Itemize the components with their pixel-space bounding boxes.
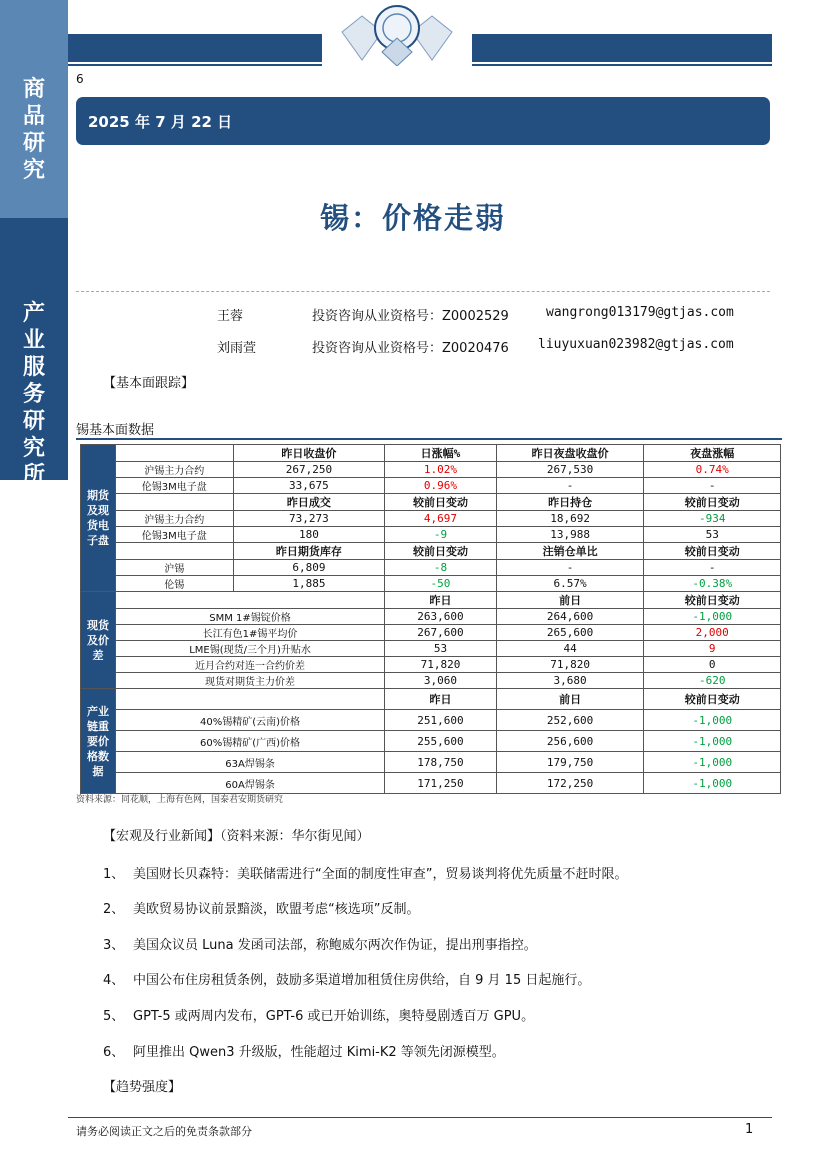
table-cell: -1,000 bbox=[644, 609, 781, 625]
table-cell: - bbox=[496, 560, 644, 576]
analyst-email[interactable]: liuyuxuan023982@gtjas.com bbox=[538, 337, 734, 352]
table-row bbox=[81, 689, 781, 710]
column-header: 日涨幅% bbox=[385, 445, 497, 462]
analyst-email[interactable]: wangrong013179@gtjas.com bbox=[546, 305, 734, 320]
row-label: 伦锡3M电子盘 bbox=[115, 527, 233, 543]
table-cell: 33,675 bbox=[233, 478, 385, 494]
table-cell: 251,600 bbox=[385, 710, 497, 731]
column-header: 较前日变动 bbox=[644, 543, 781, 560]
news-item: 5、 GPT-5 或两周内发布，GPT-6 或已开始训练，奥特曼剧透百万 GPU。 bbox=[103, 1009, 535, 1024]
table-cell: 6,809 bbox=[233, 560, 385, 576]
column-header: 昨日持仓 bbox=[496, 494, 644, 511]
table-cell: 2,000 bbox=[644, 625, 781, 641]
fundamentals-table bbox=[80, 444, 781, 794]
group-label-spot: 现货 及价 差 bbox=[81, 592, 116, 689]
table-cell: 267,600 bbox=[385, 625, 497, 641]
column-header: 较前日变动 bbox=[644, 689, 781, 710]
analyst-name: 刘雨萱 bbox=[217, 341, 257, 356]
table-row bbox=[81, 527, 781, 543]
table-cell: -0.38% bbox=[644, 576, 781, 592]
table-cell: 0.74% bbox=[644, 462, 781, 478]
table-cell: -1,000 bbox=[644, 710, 781, 731]
row-label: SMM 1#锡锭价格 bbox=[115, 609, 384, 625]
table-row bbox=[81, 625, 781, 641]
column-header: 前日 bbox=[496, 592, 644, 609]
row-label: 60A焊锡条 bbox=[115, 773, 384, 794]
table-row bbox=[81, 560, 781, 576]
table-top-rule bbox=[76, 438, 782, 440]
table-cell: 18,692 bbox=[496, 511, 644, 527]
report-date: 2025 年 7 月 22 日 bbox=[88, 113, 233, 131]
row-label: LME锡(现货/三个月)升贴水 bbox=[115, 641, 384, 657]
column-header: 前日 bbox=[496, 689, 644, 710]
table-cell: 73,273 bbox=[233, 511, 385, 527]
footer-rule bbox=[68, 1117, 772, 1118]
table-cell: - bbox=[644, 478, 781, 494]
table-row bbox=[81, 609, 781, 625]
table-cell: -1,000 bbox=[644, 752, 781, 773]
table-row bbox=[81, 494, 781, 511]
analyst-name: 王蓉 bbox=[217, 309, 244, 324]
table-cell: 53 bbox=[385, 641, 497, 657]
table-cell: 3,680 bbox=[496, 673, 644, 689]
table-cell: 0.96% bbox=[385, 478, 497, 494]
table-row bbox=[81, 752, 781, 773]
table-cell: 6.57% bbox=[496, 576, 644, 592]
table-row bbox=[81, 731, 781, 752]
table-cell: -8 bbox=[385, 560, 497, 576]
section-heading-trend: 【趋势强度】 bbox=[103, 1080, 182, 1095]
table-cell: 267,530 bbox=[496, 462, 644, 478]
table-cell: 4,697 bbox=[385, 511, 497, 527]
table-cell: - bbox=[644, 560, 781, 576]
table-cell: 255,600 bbox=[385, 731, 497, 752]
column-header: 昨日 bbox=[385, 689, 497, 710]
table-cell: 172,250 bbox=[496, 773, 644, 794]
row-label: 沪锡主力合约 bbox=[115, 462, 233, 478]
table-cell: 263,600 bbox=[385, 609, 497, 625]
table-cell: 179,750 bbox=[496, 752, 644, 773]
column-header: 较前日变动 bbox=[644, 592, 781, 609]
sidebar bbox=[0, 0, 68, 1169]
table-cell: 264,600 bbox=[496, 609, 644, 625]
table-title: 锡基本面数据 bbox=[76, 423, 155, 438]
table-cell: 180 bbox=[233, 527, 385, 543]
column-header: 较前日变动 bbox=[385, 494, 497, 511]
diamond-logo-icon bbox=[322, 2, 472, 66]
analyst-divider bbox=[76, 291, 770, 292]
table-row bbox=[81, 462, 781, 478]
sidebar-mid-label: 产 业 服 务 研 究 所 bbox=[22, 300, 45, 488]
table-cell: 1,885 bbox=[233, 576, 385, 592]
table-row bbox=[81, 511, 781, 527]
column-header: 注销仓单比 bbox=[496, 543, 644, 560]
column-header: 昨日收盘价 bbox=[233, 445, 385, 462]
section-heading-fundamentals: 【基本面跟踪】 bbox=[103, 376, 195, 391]
table-cell: -50 bbox=[385, 576, 497, 592]
sidebar-top-label: 商 品 研 究 bbox=[22, 76, 45, 183]
page-number: 1 bbox=[745, 1122, 754, 1137]
table-cell: -1,000 bbox=[644, 773, 781, 794]
table-cell: 9 bbox=[644, 641, 781, 657]
table-cell: -934 bbox=[644, 511, 781, 527]
table-cell: 267,250 bbox=[233, 462, 385, 478]
row-label: 60%锡精矿(广西)价格 bbox=[115, 731, 384, 752]
table-row bbox=[81, 543, 781, 560]
analyst-cert: 投资咨询从业资格号：Z0002529 bbox=[312, 309, 509, 324]
table-cell: 71,820 bbox=[385, 657, 497, 673]
row-label: 伦锡3M电子盘 bbox=[115, 478, 233, 494]
row-label: 40%锡精矿(云南)价格 bbox=[115, 710, 384, 731]
section-heading-news: 【宏观及行业新闻】（资料来源：华尔街见闻） bbox=[103, 829, 370, 844]
table-cell: 44 bbox=[496, 641, 644, 657]
table-row bbox=[81, 710, 781, 731]
column-header: 较前日变动 bbox=[385, 543, 497, 560]
date-bar bbox=[76, 97, 770, 145]
table-row bbox=[81, 592, 781, 609]
table-cell: 265,600 bbox=[496, 625, 644, 641]
table-cell: 53 bbox=[644, 527, 781, 543]
sidebar-bottom bbox=[0, 480, 68, 1169]
table-cell: - bbox=[496, 478, 644, 494]
table-cell: 252,600 bbox=[496, 710, 644, 731]
table-cell: 3,060 bbox=[385, 673, 497, 689]
row-label: 近月合约对连一合约价差 bbox=[115, 657, 384, 673]
row-label: 沪锡主力合约 bbox=[115, 511, 233, 527]
analyst-cert: 投资咨询从业资格号：Z0020476 bbox=[312, 341, 509, 356]
row-label: 63A焊锡条 bbox=[115, 752, 384, 773]
page-title: 锡：价格走弱 bbox=[319, 201, 506, 235]
table-cell: 0 bbox=[644, 657, 781, 673]
column-header: 夜盘涨幅 bbox=[644, 445, 781, 462]
table-cell: 1.02% bbox=[385, 462, 497, 478]
table-cell: 171,250 bbox=[385, 773, 497, 794]
column-header: 昨日夜盘收盘价 bbox=[496, 445, 644, 462]
news-item: 3、 美国众议员 Luna 发函司法部，称鲍威尔两次作伪证，提出刑事指控。 bbox=[103, 938, 537, 953]
table-cell: -620 bbox=[644, 673, 781, 689]
news-item: 2、 美欧贸易协议前景黯淡，欧盟考虑“核选项”反制。 bbox=[103, 902, 420, 917]
page-number-top: 6 bbox=[76, 72, 84, 86]
table-cell: -1,000 bbox=[644, 731, 781, 752]
table-row bbox=[81, 445, 781, 462]
column-header: 昨日期货库存 bbox=[233, 543, 385, 560]
news-item: 6、 阿里推出 Qwen3 升级版，性能超过 Kimi-K2 等领先闭源模型。 bbox=[103, 1045, 505, 1060]
group-label-industry: 产业 链重 要价 格数 据 bbox=[81, 689, 116, 794]
footer-disclaimer: 请务必阅读正文之后的免责条款部分 bbox=[76, 1125, 252, 1138]
table-row bbox=[81, 657, 781, 673]
table-cell: 71,820 bbox=[496, 657, 644, 673]
table-source: 资料来源：同花顺，上海有色网，国泰君安期货研究 bbox=[76, 795, 284, 805]
table-cell: -9 bbox=[385, 527, 497, 543]
column-header: 昨日 bbox=[385, 592, 497, 609]
row-label: 长江有色1#锡平均价 bbox=[115, 625, 384, 641]
table-row bbox=[81, 576, 781, 592]
column-header: 较前日变动 bbox=[644, 494, 781, 511]
table-cell: 256,600 bbox=[496, 731, 644, 752]
column-header: 昨日成交 bbox=[233, 494, 385, 511]
table-row bbox=[81, 773, 781, 794]
table-row bbox=[81, 641, 781, 657]
news-item: 4、 中国公布住房租赁条例，鼓励多渠道增加租赁住房供给，自 9 月 15 日起施行。 bbox=[103, 973, 591, 988]
group-label-futures: 期货 及现 货电 子盘 bbox=[81, 445, 116, 592]
row-label: 现货对期货主力价差 bbox=[115, 673, 384, 689]
table-row bbox=[81, 673, 781, 689]
row-label: 伦锡 bbox=[115, 576, 233, 592]
news-item: 1、 美国财长贝森特：美联储需进行“全面的制度性审查”，贸易谈判将优先质量不赶时限。 bbox=[103, 867, 628, 882]
table-row bbox=[81, 478, 781, 494]
table-cell: 13,988 bbox=[496, 527, 644, 543]
table-cell: 178,750 bbox=[385, 752, 497, 773]
row-label: 沪锡 bbox=[115, 560, 233, 576]
